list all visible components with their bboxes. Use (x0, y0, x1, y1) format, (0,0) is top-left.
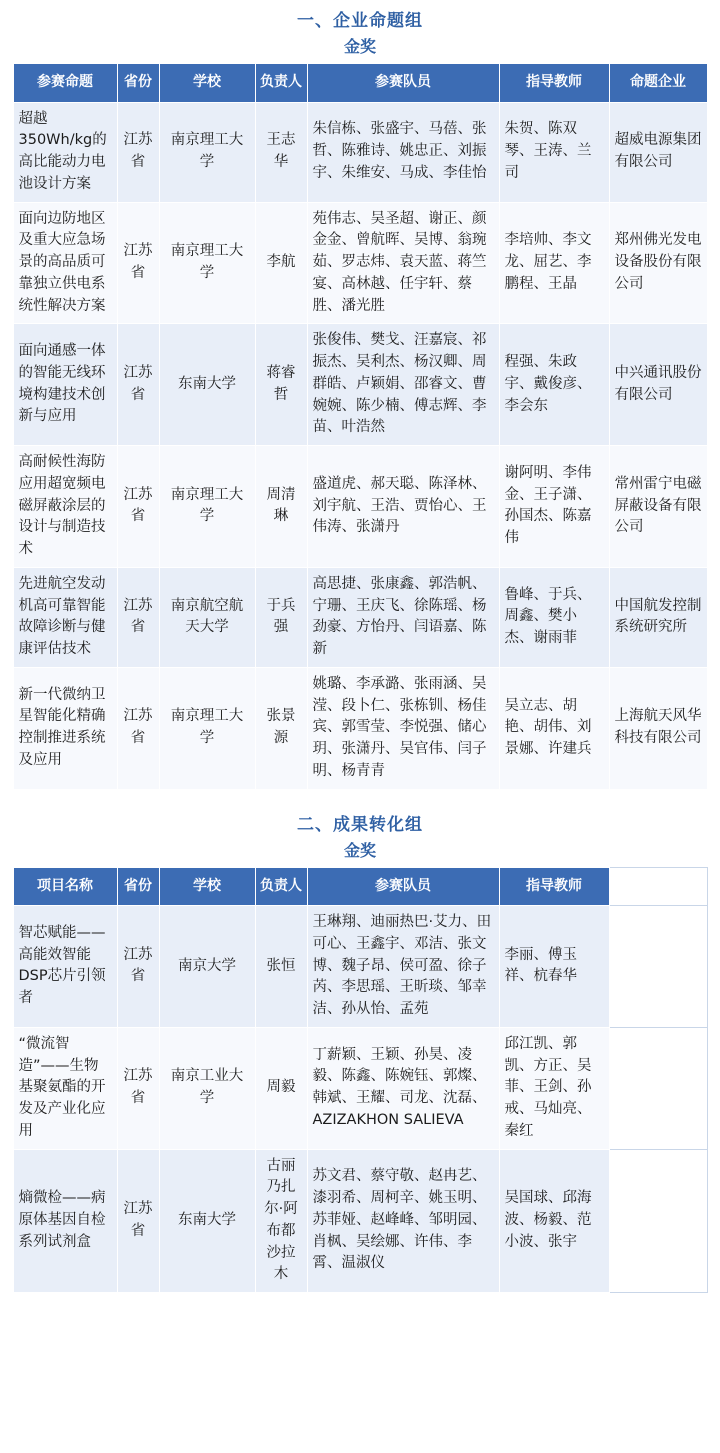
cell-members: 高思捷、张康鑫、郭浩帆、宁珊、王庆飞、徐陈瑶、杨劲豪、方怡丹、闫语嘉、陈新 (307, 567, 499, 667)
column-header-4: 参赛队员 (307, 867, 499, 906)
cell-company: 中国航发控制系统研究所 (609, 567, 707, 667)
table-row (13, 906, 707, 1028)
award-table (13, 63, 708, 790)
column-header-3: 负责人 (255, 64, 307, 103)
cell-province: 江苏省 (117, 202, 159, 324)
cell-project-title: 超越350Wh/kg的高比能动力电池设计方案 (13, 102, 117, 202)
cell-teachers: 朱贺、陈双琴、王涛、兰司 (499, 102, 609, 202)
cell-members: 苏文君、蔡守敬、赵冉艺、漆羽希、周柯辛、姚玉明、苏菲娅、赵峰峰、邹明园、肖枫、吴绘娜、许伟、李霄、温淑仪 (307, 1149, 499, 1293)
cell-province: 江苏省 (117, 446, 159, 568)
column-header-5: 指导教师 (499, 64, 609, 103)
table-row (13, 324, 707, 446)
cell-leader: 王志华 (255, 102, 307, 202)
cell-teachers: 谢阿明、李伟金、王子潇、孙国杰、陈嘉伟 (499, 446, 609, 568)
cell-leader: 张恒 (255, 906, 307, 1028)
table-row (13, 202, 707, 324)
cell-members: 张俊伟、樊戈、汪嘉宸、祁振杰、吴利杰、杨汉卿、周群皓、卢颖娟、邵睿文、曹婉婉、陈少楠、傅志辉、李苗、叶浩然 (307, 324, 499, 446)
column-header-6 (609, 867, 707, 906)
cell-leader: 张景源 (255, 667, 307, 789)
cell-province: 江苏省 (117, 906, 159, 1028)
cell-teachers: 邱江凯、郭凯、方正、吴菲、王剑、孙戒、马灿亮、秦红 (499, 1027, 609, 1149)
table-row (13, 667, 707, 789)
section-title: 一、企业命题组 (297, 11, 423, 31)
cell-members: 丁薪颖、王颖、孙昊、凌毅、陈鑫、陈婉钰、郭燦、韩斌、王耀、司龙、沈磊、AZIZAKHON SALIEVA (307, 1027, 499, 1149)
cell-project-title: 智芯赋能——高能效智能DSP芯片引领者 (13, 906, 117, 1028)
cell-school: 东南大学 (159, 1149, 255, 1293)
cell-province: 江苏省 (117, 667, 159, 789)
award-table (13, 867, 708, 1294)
cell-leader: 古丽乃扎尔·阿布都沙拉木 (255, 1149, 307, 1293)
cell-company: 郑州佛光发电设备股份有限公司 (609, 202, 707, 324)
cell-leader: 周毅 (255, 1027, 307, 1149)
award-level-title: 金奖 (343, 37, 376, 56)
table-row (13, 567, 707, 667)
cell-project-title: 面向通感一体的智能无线环境构建技术创新与应用 (13, 324, 117, 446)
cell-school: 南京工业大学 (159, 1027, 255, 1149)
table-row (13, 446, 707, 568)
table-row (13, 102, 707, 202)
table-row (13, 1027, 707, 1149)
cell-school: 南京理工大学 (159, 446, 255, 568)
column-header-0: 参赛命题 (13, 64, 117, 103)
cell-project-title: 熵微检——病原体基因自检系列试剂盒 (13, 1149, 117, 1293)
cell-teachers: 鲁峰、于兵、周鑫、樊小杰、谢雨菲 (499, 567, 609, 667)
cell-project-title: 先进航空发动机高可靠智能故障诊断与健康评估技术 (13, 567, 117, 667)
cell-province: 江苏省 (117, 102, 159, 202)
cell-school: 东南大学 (159, 324, 255, 446)
cell-leader: 于兵强 (255, 567, 307, 667)
column-header-0: 项目名称 (13, 867, 117, 906)
column-header-4: 参赛队员 (307, 64, 499, 103)
cell-province: 江苏省 (117, 1149, 159, 1293)
cell-company (609, 1027, 707, 1149)
cell-school: 南京大学 (159, 906, 255, 1028)
cell-project-title: 新一代微纳卫星智能化精确控制推进系统及应用 (13, 667, 117, 789)
cell-school: 南京航空航天大学 (159, 567, 255, 667)
cell-company (609, 906, 707, 1028)
cell-company: 常州雷宁电磁屏蔽设备有限公司 (609, 446, 707, 568)
cell-teachers: 吴国球、邱海波、杨毅、范小波、张宇 (499, 1149, 609, 1293)
cell-members: 朱信栋、张盛宇、马蓓、张哲、陈雅诗、姚忠正、刘振宇、朱维安、马成、李佳怡 (307, 102, 499, 202)
column-header-3: 负责人 (255, 867, 307, 906)
column-header-6: 命题企业 (609, 64, 707, 103)
award-section (0, 804, 720, 1294)
cell-company: 上海航天风华科技有限公司 (609, 667, 707, 789)
cell-school: 南京理工大学 (159, 102, 255, 202)
column-header-1: 省份 (117, 64, 159, 103)
cell-province: 江苏省 (117, 567, 159, 667)
cell-school: 南京理工大学 (159, 202, 255, 324)
column-header-1: 省份 (117, 867, 159, 906)
cell-teachers: 李丽、傅玉祥、杭春华 (499, 906, 609, 1028)
cell-leader: 周清琳 (255, 446, 307, 568)
cell-teachers: 李培帅、李文龙、屈艺、李鹏程、王晶 (499, 202, 609, 324)
table-header-row (13, 867, 707, 906)
cell-members: 盛道虎、郝天聪、陈泽林、刘宇航、王浩、贾怡心、王伟涛、张潇丹 (307, 446, 499, 568)
cell-members: 苑伟志、吴圣超、谢正、颜金金、曾航晖、吴博、翁琬茹、罗志炜、袁天蓝、蒋竺宴、高林越、任宇轩、蔡胜、潘光胜 (307, 202, 499, 324)
cell-province: 江苏省 (117, 324, 159, 446)
cell-project-title: 面向边防地区及重大应急场景的高品质可靠独立供电系统性解决方案 (13, 202, 117, 324)
cell-members: 王琳翔、迪丽热巴·艾力、田可心、王鑫宇、邓洁、张文博、魏子昂、侯可盈、徐子芮、李思瑶、王昕琰、邹幸洁、孙从怡、孟苑 (307, 906, 499, 1028)
cell-company (609, 1149, 707, 1293)
cell-leader: 蒋睿哲 (255, 324, 307, 446)
cell-school: 南京理工大学 (159, 667, 255, 789)
cell-project-title: 高耐候性海防应用超宽频电磁屏蔽涂层的设计与制造技术 (13, 446, 117, 568)
column-header-2: 学校 (159, 867, 255, 906)
section-title: 二、成果转化组 (297, 814, 423, 835)
table-header-row (13, 64, 707, 103)
cell-project-title: “微流智造”——生物基聚氨酯的开发及产业化应用 (13, 1027, 117, 1149)
cell-members: 姚璐、李承潞、张雨涵、吴滢、段卜仁、张栋钏、杨佳宾、郭雪莹、李悦强、储心玥、张潇丹、吴官伟、闫子明、杨青青 (307, 667, 499, 789)
cell-teachers: 程强、朱政宇、戴俊彦、李会东 (499, 324, 609, 446)
column-header-5: 指导教师 (499, 867, 609, 906)
cell-company: 超威电源集团有限公司 (609, 102, 707, 202)
cell-teachers: 吴立志、胡艳、胡伟、刘景娜、许建兵 (499, 667, 609, 789)
cell-province: 江苏省 (117, 1027, 159, 1149)
table-row (13, 1149, 707, 1293)
cell-company: 中兴通讯股份有限公司 (609, 324, 707, 446)
column-header-2: 学校 (159, 64, 255, 103)
section-spacer (0, 790, 720, 804)
award-level-title: 金奖 (343, 840, 376, 860)
cell-leader: 李航 (255, 202, 307, 324)
